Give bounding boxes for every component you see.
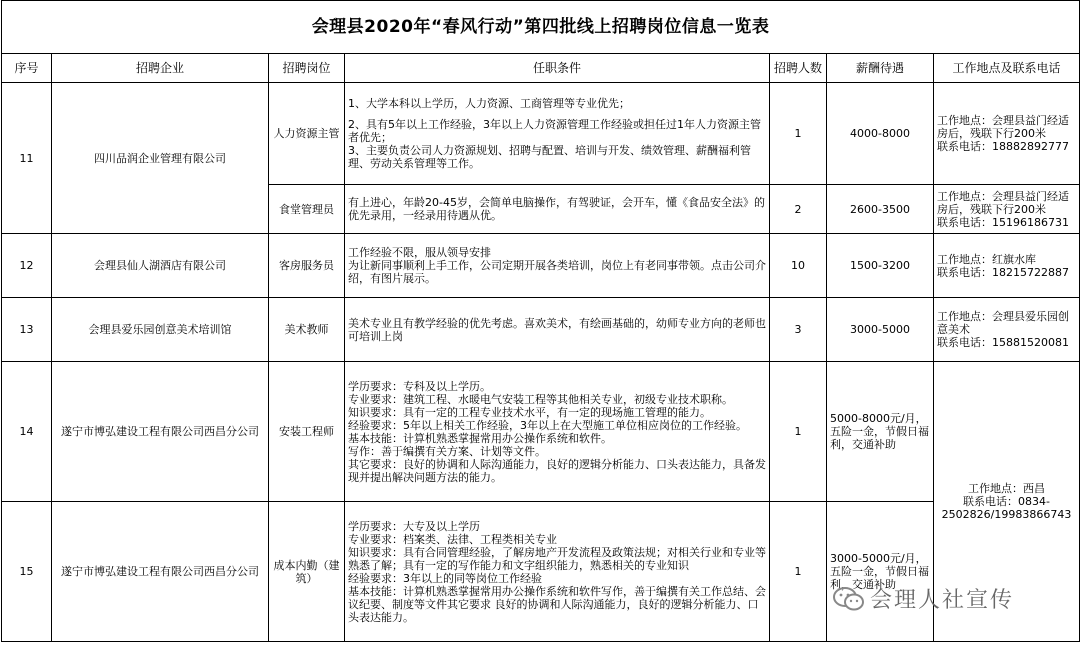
contact-cell xyxy=(934,298,1080,362)
page-title: 会理县2020年“春风行动”第四批线上招聘岗位信息一览表 xyxy=(2,1,1080,54)
header-position: 招聘岗位 xyxy=(269,54,345,83)
requirements-cell xyxy=(345,362,770,502)
position-cell: 安装工程师 xyxy=(269,362,345,502)
company-cell: 会理县爱乐园创意美术培训馆 xyxy=(52,298,269,362)
requirement-spacer xyxy=(348,110,766,118)
requirement-line: 其它要求：良好的协调和人际沟通能力，良好的逻辑分析能力、口头表达能力，具备发现并提出解决问题方法的能力。 xyxy=(348,457,766,484)
header-no: 序号 xyxy=(2,54,52,83)
requirement-line: 经验要求：5年以上相关工作经验，3年以上在大型施工单位相应岗位的工作经验。 xyxy=(348,418,747,432)
salary-cell: 3000-5000元/月，五险一金，节假日福利，交通补助 xyxy=(827,502,934,642)
requirement-line: 2、具有5年以上工作经验，3年以上人力资源管理工作经验或担任过1年人力资源主管者优先； xyxy=(348,118,761,144)
requirements-cell xyxy=(345,185,770,234)
contact-phone: 联系电话：15196186731 xyxy=(937,215,1069,229)
salary-cell: 4000-8000 xyxy=(827,83,934,185)
work-location: 工作地点：西昌 xyxy=(968,482,1046,495)
requirement-line: 知识要求：具有一定的工程专业技术水平，有一定的现场施工管理的能力。 xyxy=(348,405,711,419)
contact-phone: 联系电话：0834-2502826/19983866743 xyxy=(941,495,1072,521)
table-row xyxy=(2,83,1080,185)
work-location: 工作地点：会理县益门经适房后，残联下行200米 xyxy=(937,189,1069,216)
row-number: 11 xyxy=(2,83,52,234)
requirement-line: 经验要求：3年以上的同等岗位工作经验 xyxy=(348,571,542,585)
header-row xyxy=(2,54,1080,83)
requirements-cell xyxy=(345,234,770,298)
contact-phone: 联系电话：18215722887 xyxy=(937,265,1069,279)
requirement-line: 学历要求：大专及以上学历 xyxy=(348,519,480,533)
position-cell: 成本内勤（建筑） xyxy=(269,502,345,642)
salary-cell: 1500-3200 xyxy=(827,234,934,298)
work-location: 工作地点：会理县爱乐园创意美术 xyxy=(937,310,1069,336)
row-number: 12 xyxy=(2,234,52,298)
watermark-text: 会理人社宣传 xyxy=(870,588,1015,613)
company-cell: 遂宁市博弘建设工程有限公司西昌分公司 xyxy=(52,362,269,502)
requirement-line: 基本技能：计算机熟悉掌握常用办公操作系统和软件。 xyxy=(348,431,612,445)
contact-phone: 联系电话：15881520081 xyxy=(937,336,1069,349)
requirement-line: 专业要求：建筑工程、水暖电气安装工程等其他相关专业，初级专业技术职称。 xyxy=(348,392,733,406)
table-row xyxy=(2,362,1080,502)
company-cell: 会理县仙人湖酒店有限公司 xyxy=(52,234,269,298)
count-cell: 1 xyxy=(770,502,827,642)
row-number: 15 xyxy=(2,502,52,642)
header-company: 招聘企业 xyxy=(52,54,269,83)
position-cell: 客房服务员 xyxy=(269,234,345,298)
header-requirements: 任职条件 xyxy=(345,54,770,83)
count-cell: 2 xyxy=(770,185,827,234)
table-row xyxy=(2,298,1080,362)
requirements-cell xyxy=(345,502,770,642)
requirement-line: 写作：善于编撰有关方案、计划等文件。 xyxy=(348,444,546,458)
requirement-line: 1、大学本科以上学历，人力资源、工商管理等专业优先； xyxy=(348,97,630,110)
table-row xyxy=(2,234,1080,298)
count-cell: 3 xyxy=(770,298,827,362)
requirement-line: 基本技能：计算机熟悉掌握常用办公操作系统和软件写作，善于编撰有关工作总结、会议纪要、制度等文件其它要求 良好的协调和人际沟通能力，良好的逻辑分析能力、口头表达能力。 xyxy=(348,584,766,624)
requirement-line: 知识要求：具有合同管理经验，了解房地产开发流程及政策法规；对相关行业和专业等熟悉了解；具有一定的写作能力和文字组织能力，熟悉相关的专业知识 xyxy=(348,545,766,572)
requirements-cell xyxy=(345,83,770,185)
position-cell: 美术教师 xyxy=(269,298,345,362)
requirement-line: 专业要求：档案类、法律、工程类相关专业 xyxy=(348,532,557,546)
contact-cell xyxy=(934,185,1080,234)
watermark xyxy=(832,583,1014,614)
header-contact: 工作地点及联系电话 xyxy=(934,54,1080,83)
requirement-line: 为让新同事顺利上手工作，公司定期开展各类培训，岗位上有老同事带领。点击公司介绍，有图片展示。 xyxy=(348,259,766,285)
row-number: 13 xyxy=(2,298,52,362)
requirement-line: 3、主要负责公司人力资源规划、招聘与配置、培训与开发、绩效管理、薪酬福利管理、劳动关系管理等工作。 xyxy=(348,144,751,170)
header-salary: 薪酬待遇 xyxy=(827,54,934,83)
work-location: 工作地点：会理县益门经适房后，残联下行200米 xyxy=(937,114,1069,140)
count-cell: 1 xyxy=(770,362,827,502)
header-count: 招聘人数 xyxy=(770,54,827,83)
count-cell: 1 xyxy=(770,83,827,185)
count-cell: 10 xyxy=(770,234,827,298)
contact-cell xyxy=(934,83,1080,185)
work-location: 工作地点：红旗水库 xyxy=(937,252,1036,266)
row-number: 14 xyxy=(2,362,52,502)
requirement-line: 学历要求：专科及以上学历。 xyxy=(348,379,491,393)
salary-cell: 5000-8000元/月，五险一金，节假日福利，交通补助 xyxy=(827,362,934,502)
salary-cell: 3000-5000 xyxy=(827,298,934,362)
requirement-line: 工作经验不限，服从领导安排 xyxy=(348,246,491,259)
contact-cell xyxy=(934,234,1080,298)
requirement-line: 美术专业且有教学经验的优先考虑。喜欢美术，有绘画基础的，幼师专业方向的老师也可培训上岗 xyxy=(348,316,766,343)
position-cell: 人力资源主管 xyxy=(269,83,345,185)
requirement-line: 有上进心，年龄20-45岁，会简单电脑操作，有驾驶证，会开车，懂《食品安全法》的优先录用，一经录用待遇从优。 xyxy=(348,196,765,222)
table-row xyxy=(2,502,1080,642)
recruitment-table xyxy=(1,0,1080,642)
company-cell: 遂宁市博弘建设工程有限公司西昌分公司 xyxy=(52,502,269,642)
salary-cell: 2600-3500 xyxy=(827,185,934,234)
position-cell: 食堂管理员 xyxy=(269,185,345,234)
requirements-cell xyxy=(345,298,770,362)
company-cell: 四川品润企业管理有限公司 xyxy=(52,83,269,234)
contact-phone: 联系电话：18882892777 xyxy=(937,140,1069,153)
wechat-icon xyxy=(832,586,866,612)
